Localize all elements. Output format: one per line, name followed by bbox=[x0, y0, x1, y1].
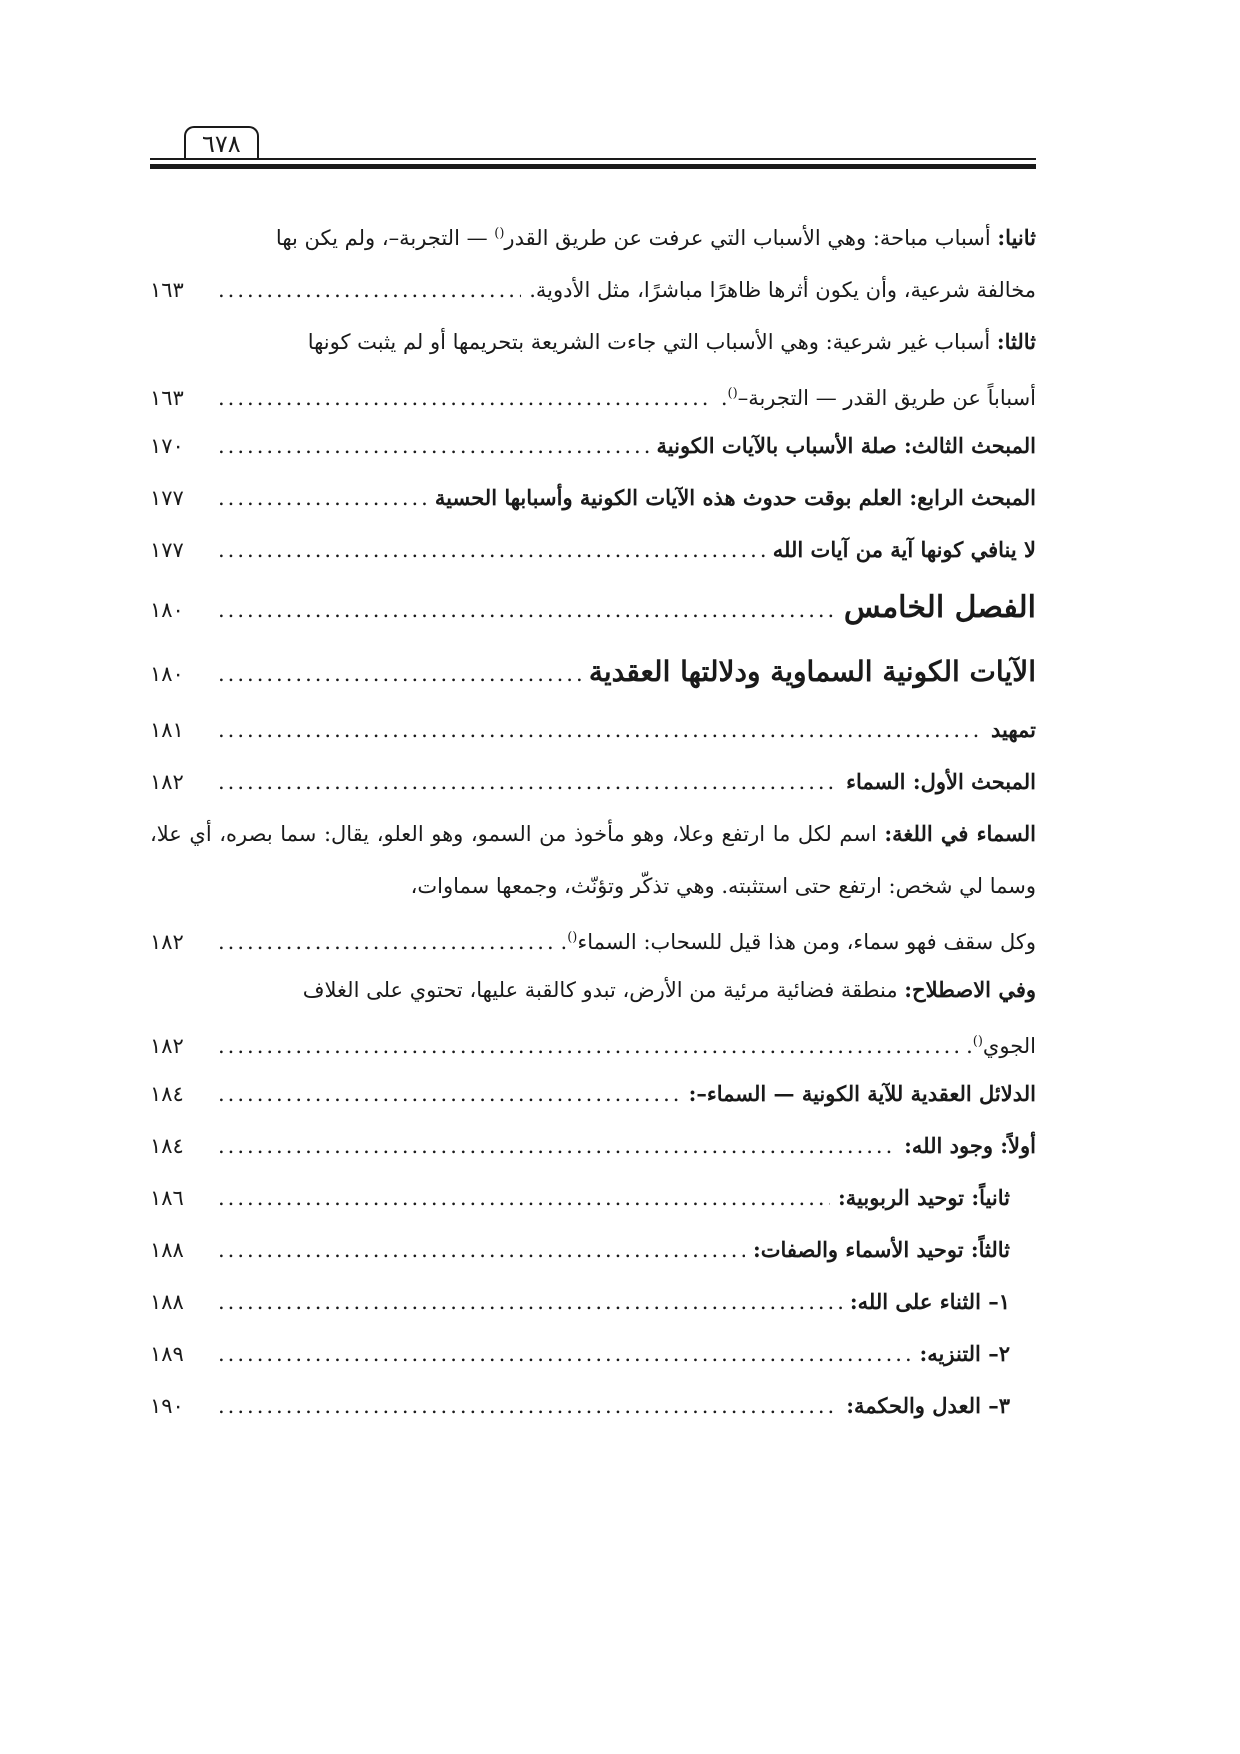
page-ref: ١٨٨ bbox=[150, 1290, 184, 1314]
page-ref: ١٨٠ bbox=[150, 662, 184, 686]
toc-entry-permitted-causes: ثانيا: أسباب مباحة: وهي الأسباب التي عرفت عن طريق القدر() — التجربة–، ولم يكن بها bbox=[275, 225, 1036, 250]
leader-dots bbox=[218, 642, 581, 706]
leader-dots bbox=[218, 1120, 896, 1172]
leader-dots bbox=[218, 1224, 745, 1276]
toc-entry-section-4-cont[interactable]: لا ينافي كونها آية من آيات الله ..... ١٧٧ bbox=[150, 524, 1036, 576]
toc-entry-doctrinal-evidence[interactable]: الدلائل العقدية للآية الكونية — السماء–: ..... ١٨٤ bbox=[150, 1068, 1036, 1120]
footnote-marker: () bbox=[567, 930, 578, 945]
table-of-contents bbox=[150, 208, 1036, 1432]
leader-dots bbox=[218, 1068, 681, 1120]
page-ref: ١٦٣ bbox=[150, 386, 184, 410]
leader-dots bbox=[218, 756, 838, 808]
toc-entry-line: الجوي(). ..... ١٨٢ bbox=[150, 1016, 1036, 1068]
toc-entry-line: مخالفة شرعية، وأن يكون أثرها ظاهرًا مباشرًا، مثل الأدوية. ..... ١٦٣ bbox=[150, 264, 1036, 316]
leader-dots bbox=[218, 420, 649, 472]
leader-dots bbox=[218, 1328, 912, 1380]
page-ref: ١٨٢ bbox=[150, 930, 184, 954]
toc-entry-sky-terminology: وفي الاصطلاح: منطقة فضائية مرئية من الأرض، تبدو كالقبة عليها، تحتوي على الغلاف bbox=[302, 977, 1036, 1002]
toc-entry-names-attributes[interactable]: ثالثاً: توحيد الأسماء والصفات: ..... ١٨٨ bbox=[150, 1224, 1036, 1276]
page-header bbox=[150, 118, 1036, 178]
toc-entry-chapter-5-title[interactable]: الآيات الكونية السماوية ودلالتها العقدية ..... ١٨٠ bbox=[150, 640, 1036, 704]
page-ref: ١٨٢ bbox=[150, 770, 184, 794]
toc-entry-line: أسباباً عن طريق القدر — التجربة–(). ..... ١٦٣ bbox=[150, 368, 1036, 420]
page-ref: ١٨٦ bbox=[150, 1186, 184, 1210]
leader-dots bbox=[218, 704, 983, 756]
leader-dots bbox=[218, 916, 553, 968]
footnote-marker: () bbox=[972, 1034, 983, 1049]
page-ref: ١٧٧ bbox=[150, 486, 184, 510]
leader-dots bbox=[218, 578, 836, 642]
page-ref: ١٨١ bbox=[150, 718, 184, 742]
header-rule-thick bbox=[150, 164, 1036, 169]
page-ref: ١٦٣ bbox=[150, 278, 184, 302]
toc-entry-sky-linguistic: السماء في اللغة: اسم لكل ما ارتفع وعلا، وهو مأخوذ من السمو، وهو العلو، يقال: سما بصره، أي علا، وسما لي شخص: ارتفع حتى استثبته. وهي تذكّر وتؤنّث، وجمعها سماوات، bbox=[150, 821, 1036, 898]
footnote-marker: () bbox=[727, 386, 738, 401]
page-ref: ١٨٠ bbox=[150, 598, 184, 622]
page-ref: ١٩٠ bbox=[150, 1394, 184, 1418]
footnote-marker: () bbox=[494, 226, 505, 241]
toc-entry-justice-wisdom[interactable]: ٣– العدل والحكمة: ..... ١٩٠ bbox=[150, 1380, 1036, 1432]
toc-entry-lordship[interactable]: ثانياً: توحيد الربوبية: ..... ١٨٦ bbox=[150, 1172, 1036, 1224]
leader-dots bbox=[218, 472, 427, 524]
page-ref: ١٨٤ bbox=[150, 1082, 184, 1106]
toc-entry-chapter-5[interactable]: الفصل الخامس ..... ١٨٠ bbox=[150, 576, 1036, 640]
page-ref: ١٨٩ bbox=[150, 1342, 184, 1366]
leader-dots bbox=[218, 1172, 830, 1224]
toc-entry-section-3[interactable]: المبحث الثالث: صلة الأسباب بالآيات الكونية ..... ١٧٠ bbox=[150, 420, 1036, 472]
leader-dots bbox=[218, 372, 713, 424]
toc-entry-existence-of-god[interactable]: أولاً: وجود الله: ..... ١٨٤ bbox=[150, 1120, 1036, 1172]
leader-dots bbox=[218, 1380, 838, 1432]
page-ref: ١٨٨ bbox=[150, 1238, 184, 1262]
header-rule-thin bbox=[150, 158, 1036, 160]
page-ref: ١٨٤ bbox=[150, 1134, 184, 1158]
toc-entry-unlawful-causes: ثالثا: أسباب غير شرعية: وهي الأسباب التي جاءت الشريعة بتحريمها أو لم يثبت كونها bbox=[307, 329, 1036, 354]
toc-entry-section-1[interactable]: المبحث الأول: السماء ..... ١٨٢ bbox=[150, 756, 1036, 808]
leader-dots bbox=[218, 264, 521, 316]
toc-entry-line: وكل سقف فهو سماء، ومن هذا قيل للسحاب: السماء(). ..... ١٨٢ bbox=[150, 912, 1036, 964]
leader-dots bbox=[218, 1276, 842, 1328]
toc-entry-section-4[interactable]: المبحث الرابع: العلم بوقت حدوث هذه الآيات الكونية وأسبابها الحسية ..... ١٧٧ bbox=[150, 472, 1036, 524]
toc-entry-transcendence[interactable]: ٢– التنزيه: ..... ١٨٩ bbox=[150, 1328, 1036, 1380]
toc-entry-preface[interactable]: تمهيد ..... ١٨١ bbox=[150, 704, 1036, 756]
page-ref: ١٧٠ bbox=[150, 434, 184, 458]
page-ref: ١٧٧ bbox=[150, 538, 184, 562]
toc-entry-praise[interactable]: ١– الثناء على الله: ..... ١٨٨ bbox=[150, 1276, 1036, 1328]
leader-dots bbox=[218, 524, 765, 576]
page-ref: ١٨٢ bbox=[150, 1034, 184, 1058]
page-number: ٦٧٨ bbox=[184, 126, 259, 160]
leader-dots bbox=[218, 1020, 958, 1072]
